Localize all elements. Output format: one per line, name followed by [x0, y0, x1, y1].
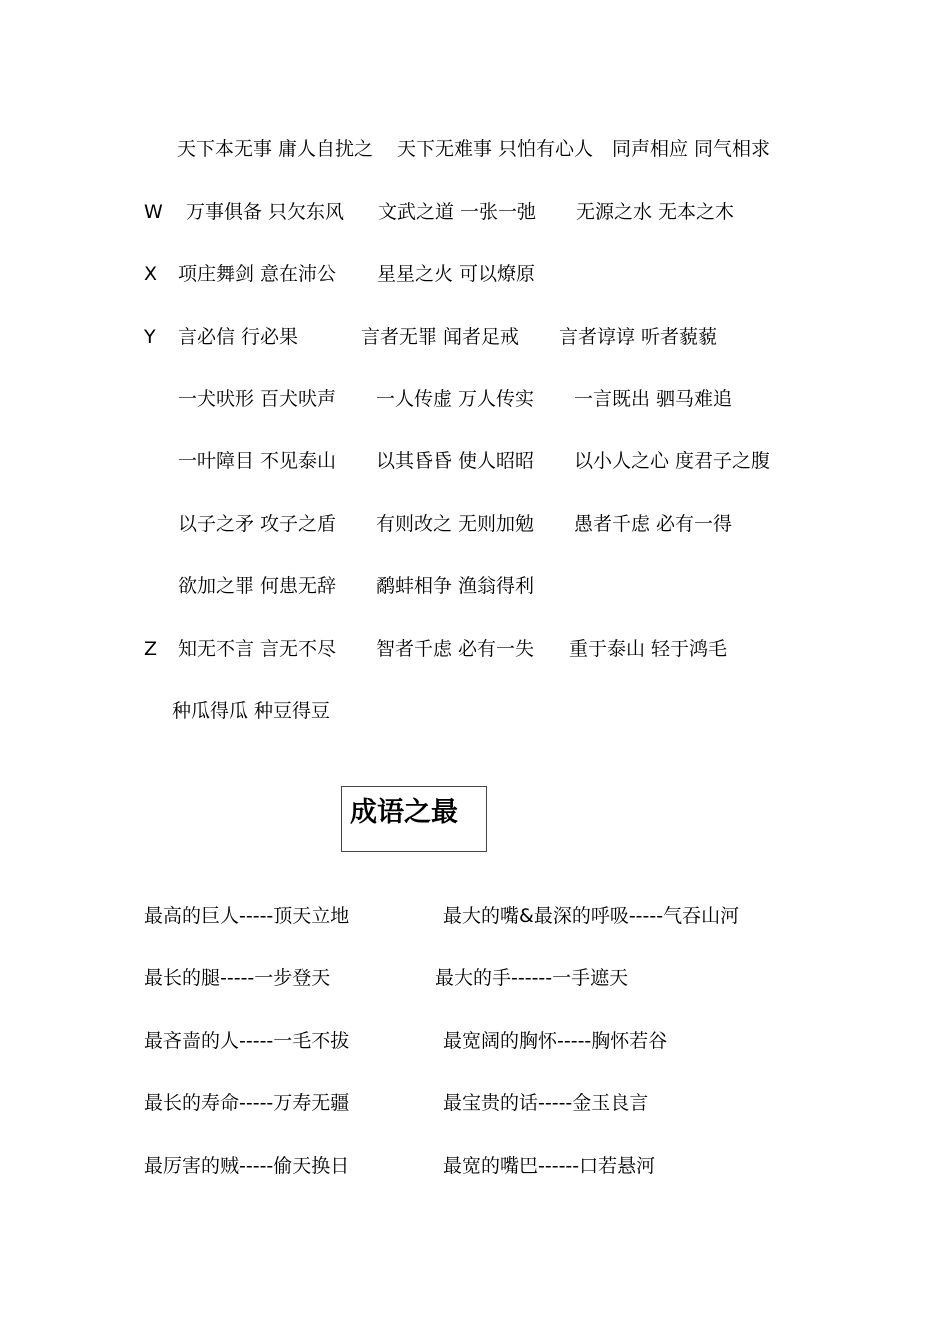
idiom-item: 一言既出 驷马难追	[574, 388, 733, 410]
idiom-item: 言必信 行必果	[178, 326, 299, 348]
idiom-item: 种瓜得瓜 种豆得豆	[172, 700, 331, 722]
superlative-item: 最宽阔的胸怀-----胸怀若谷	[443, 1030, 668, 1052]
idiom-item: 有则改之 无则加勉	[376, 513, 535, 535]
idiom-item: 同声相应 同气相求	[612, 138, 771, 160]
idiom-item: 愚者千虑 必有一得	[574, 513, 733, 535]
idiom-item: 以子之矛 攻子之盾	[178, 513, 337, 535]
idiom-item: 星星之火 可以燎原	[377, 263, 536, 285]
idiom-item: 欲加之罪 何患无辞	[178, 575, 337, 597]
idiom-item: 项庄舞剑 意在沛公	[178, 263, 337, 285]
idiom-item: 以其昏昏 使人昭昭	[376, 450, 535, 472]
idiom-item: 一叶障目 不见泰山	[178, 450, 337, 472]
superlative-item: 最大的嘴&最深的呼吸-----气吞山河	[443, 905, 740, 927]
letter-heading-z: Z	[144, 638, 158, 660]
idiom-item: 重于泰山 轻于鸿毛	[569, 638, 728, 660]
letter-heading-x: X	[144, 263, 158, 285]
superlative-item: 最高的巨人-----顶天立地	[144, 905, 350, 927]
idiom-item: 鹬蚌相争 渔翁得利	[376, 575, 535, 597]
letter-heading-w: W	[144, 201, 163, 223]
idiom-item: 知无不言 言无不尽	[178, 638, 337, 660]
idiom-item: 言者谆谆 听者藐藐	[559, 326, 718, 348]
idiom-item: 言者无罪 闻者足戒	[361, 326, 520, 348]
idiom-item: 一人传虚 万人传实	[376, 388, 535, 410]
idiom-item: 万事俱备 只欠东风	[186, 201, 345, 223]
idiom-item: 天下无难事 只怕有心人	[397, 138, 594, 160]
idiom-item: 智者千虑 必有一失	[376, 638, 535, 660]
idiom-item: 以小人之心 度君子之腹	[574, 450, 771, 472]
superlative-item: 最长的腿-----一步登天	[144, 967, 331, 989]
letter-heading-y: Y	[144, 326, 156, 348]
superlative-item: 最大的手------一手遮天	[435, 967, 629, 989]
section-title: 成语之最	[350, 797, 458, 828]
idiom-item: 无源之水 无本之木	[576, 201, 735, 223]
superlative-item: 最宽的嘴巴------口若悬河	[443, 1155, 656, 1177]
section-title-box	[341, 786, 487, 852]
superlative-item: 最宝贵的话-----金玉良言	[443, 1092, 649, 1114]
idiom-item: 天下本无事 庸人自扰之	[177, 138, 374, 160]
idiom-item: 文武之道 一张一弛	[378, 201, 537, 223]
idiom-item: 一犬吠形 百犬吠声	[178, 388, 337, 410]
superlative-item: 最厉害的贼-----偷天换日	[144, 1155, 350, 1177]
superlative-item: 最长的寿命-----万寿无疆	[144, 1092, 350, 1114]
superlative-item: 最吝啬的人-----一毛不拔	[144, 1030, 350, 1052]
